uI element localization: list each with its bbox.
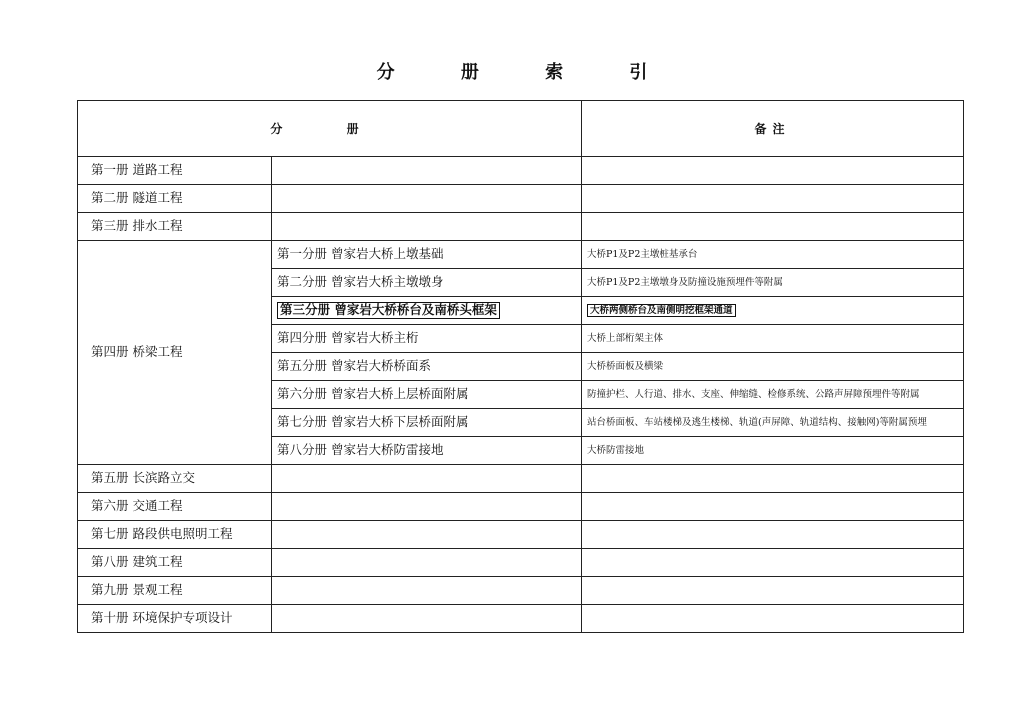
page-title: 分 册 索 引 [376,62,678,83]
volume-label: 第十册 环境保护专项设计 [78,605,272,633]
sub-volume-cell [272,157,582,185]
volume-label: 第一册 道路工程 [78,157,272,185]
header-volume: 分 册 [78,101,582,157]
sub-volume-remarks: 大桥上部桁架主体 [582,325,964,353]
sub-volume-cell [272,577,582,605]
table-row [78,241,964,269]
table-row [78,605,964,633]
sub-volume-remarks [582,297,964,325]
sub-volume-remarks: 大桥桥面板及横梁 [582,353,964,381]
volume-label: 第八册 建筑工程 [78,549,272,577]
table-header-row [78,101,964,157]
remarks-cell [582,577,964,605]
volume-label: 第六册 交通工程 [78,493,272,521]
table-row [78,465,964,493]
remarks-cell [582,185,964,213]
table-row [78,549,964,577]
remarks-cell [582,213,964,241]
volume-label: 第三册 排水工程 [78,213,272,241]
table-row [78,577,964,605]
remarks-cell [582,605,964,633]
sub-volume-cell [272,185,582,213]
header-remarks: 备注 [582,101,964,157]
highlighted-sub-volume-remarks: 大桥两侧桥台及南侧明挖框架通道 [587,304,736,318]
volume-label: 第七册 路段供电照明工程 [78,521,272,549]
remarks-cell [582,521,964,549]
sub-volume-remarks: 大桥P1及P2主墩墩身及防撞设施预埋件等附属 [582,269,964,297]
table-row [78,521,964,549]
remarks-cell [582,157,964,185]
highlighted-sub-volume-label: 第三分册 曾家岩大桥桥台及南桥头框架 [277,302,500,319]
sub-volume-label: 第一分册 曾家岩大桥上墩基础 [272,241,582,269]
sub-volume-cell [272,465,582,493]
sub-volume-remarks: 站台桥面板、车站楼梯及逃生楼梯、轨道(声屏障、轨道结构、接触网)等附属预埋 [582,409,964,437]
volume-label: 第九册 景观工程 [78,577,272,605]
sub-volume-label: 第五分册 曾家岩大桥桥面系 [272,353,582,381]
sub-volume-remarks: 防撞护栏、人行道、排水、支座、伸缩缝、检修系统、公路声屏障预埋件等附属 [582,381,964,409]
table-row [78,493,964,521]
sub-volume-label: 第八分册 曾家岩大桥防雷接地 [272,437,582,465]
volume-label: 第四册 桥梁工程 [78,241,272,465]
volume-label: 第二册 隧道工程 [78,185,272,213]
sub-volume-label: 第二分册 曾家岩大桥主墩墩身 [272,269,582,297]
volume-label: 第五册 长滨路立交 [78,465,272,493]
sub-volume-cell [272,605,582,633]
sub-volume-label: 第六分册 曾家岩大桥上层桥面附属 [272,381,582,409]
sub-volume-cell [272,493,582,521]
sub-volume-cell [272,213,582,241]
table-row [78,157,964,185]
sub-volume-cell [272,521,582,549]
volume-index-table [77,100,964,633]
sub-volume-label: 第七分册 曾家岩大桥下层桥面附属 [272,409,582,437]
table-row [78,213,964,241]
sub-volume-cell [272,549,582,577]
sub-volume-label [272,297,582,325]
remarks-cell [582,549,964,577]
sub-volume-remarks: 大桥防雷接地 [582,437,964,465]
table-row [78,185,964,213]
remarks-cell [582,465,964,493]
remarks-cell [582,493,964,521]
sub-volume-remarks: 大桥P1及P2主墩桩基承台 [582,241,964,269]
sub-volume-label: 第四分册 曾家岩大桥主桁 [272,325,582,353]
